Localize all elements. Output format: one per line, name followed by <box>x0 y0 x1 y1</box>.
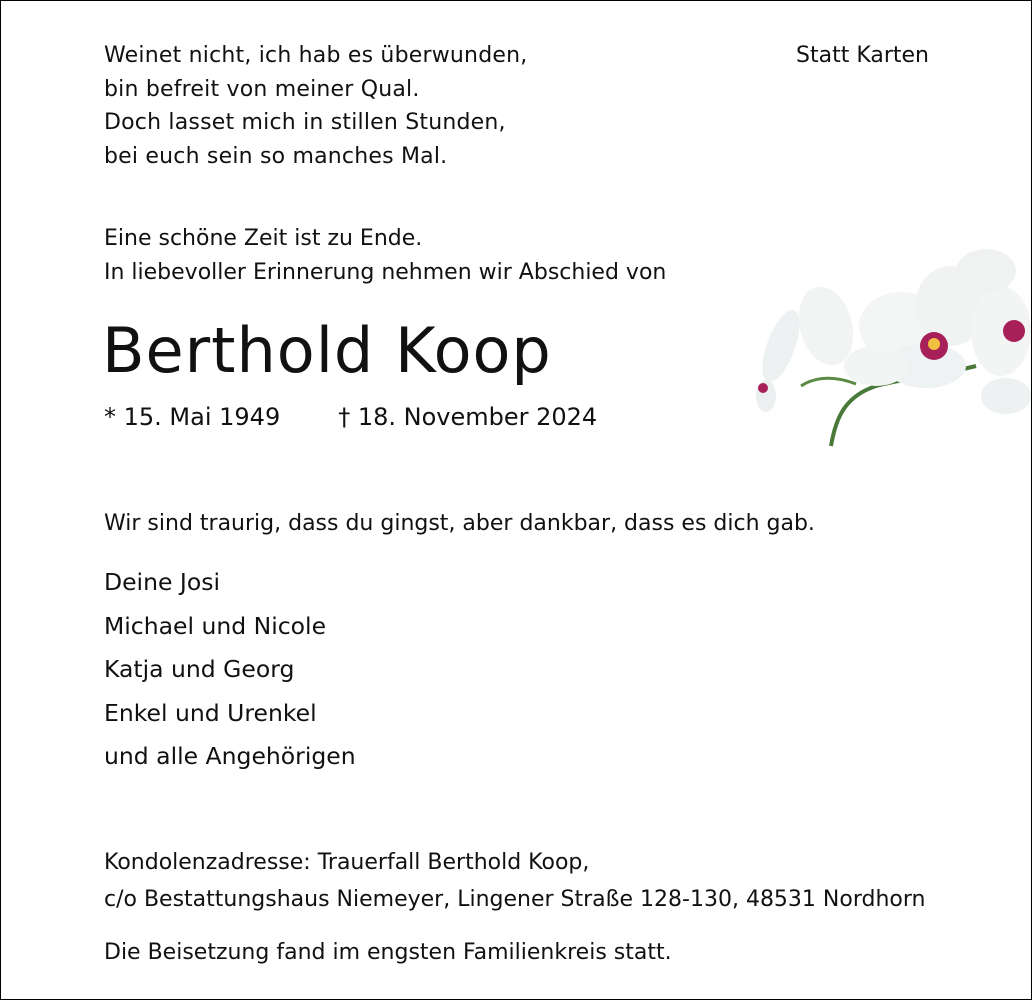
statt-karten-note: Statt Karten <box>796 43 929 68</box>
address-line: Kondolenzadresse: Trauerfall Berthold Koop, <box>104 850 590 875</box>
poem <box>104 39 527 173</box>
birth-date: * 15. Mai 1949 <box>104 403 281 431</box>
mourner-entry: Michael und Nicole <box>104 611 327 640</box>
life-dates <box>104 400 597 434</box>
address-line: c/o Bestattungshaus Niemeyer, Lingener Straße 128-130, 48531 Nordhorn <box>104 887 926 912</box>
farewell-quote: Wir sind traurig, dass du gingst, aber dankbar, dass es dich gab. <box>104 511 815 536</box>
deceased-name: Berthold Koop <box>102 314 552 387</box>
poem-line: Weinet nicht, ich hab es überwunden, <box>104 43 528 68</box>
mourner-entry: Enkel und Urenkel <box>104 698 317 727</box>
mourner-entry: Deine Josi <box>104 568 220 596</box>
death-date: † 18. November 2024 <box>338 403 598 431</box>
intro-line: Eine schöne Zeit ist zu Ende. <box>104 226 423 251</box>
mourners-list <box>104 561 356 779</box>
burial-note: Die Beisetzung fand im engsten Familienkreis statt. <box>104 940 672 965</box>
intro-line: In liebevoller Erinnerung nehmen wir Abschied von <box>104 260 667 285</box>
condolence-address <box>104 844 925 918</box>
mourner-entry: Katja und Georg <box>104 655 295 683</box>
poem-line: bin befreit von meiner Qual. <box>104 76 420 102</box>
poem-line: Doch lasset mich in stillen Stunden, <box>104 110 506 135</box>
mourner-entry: und alle Angehörigen <box>104 742 356 770</box>
orchid-image <box>736 236 1031 456</box>
intro-text <box>104 222 666 290</box>
poem-line: bei euch sein so manches Mal. <box>104 143 448 169</box>
